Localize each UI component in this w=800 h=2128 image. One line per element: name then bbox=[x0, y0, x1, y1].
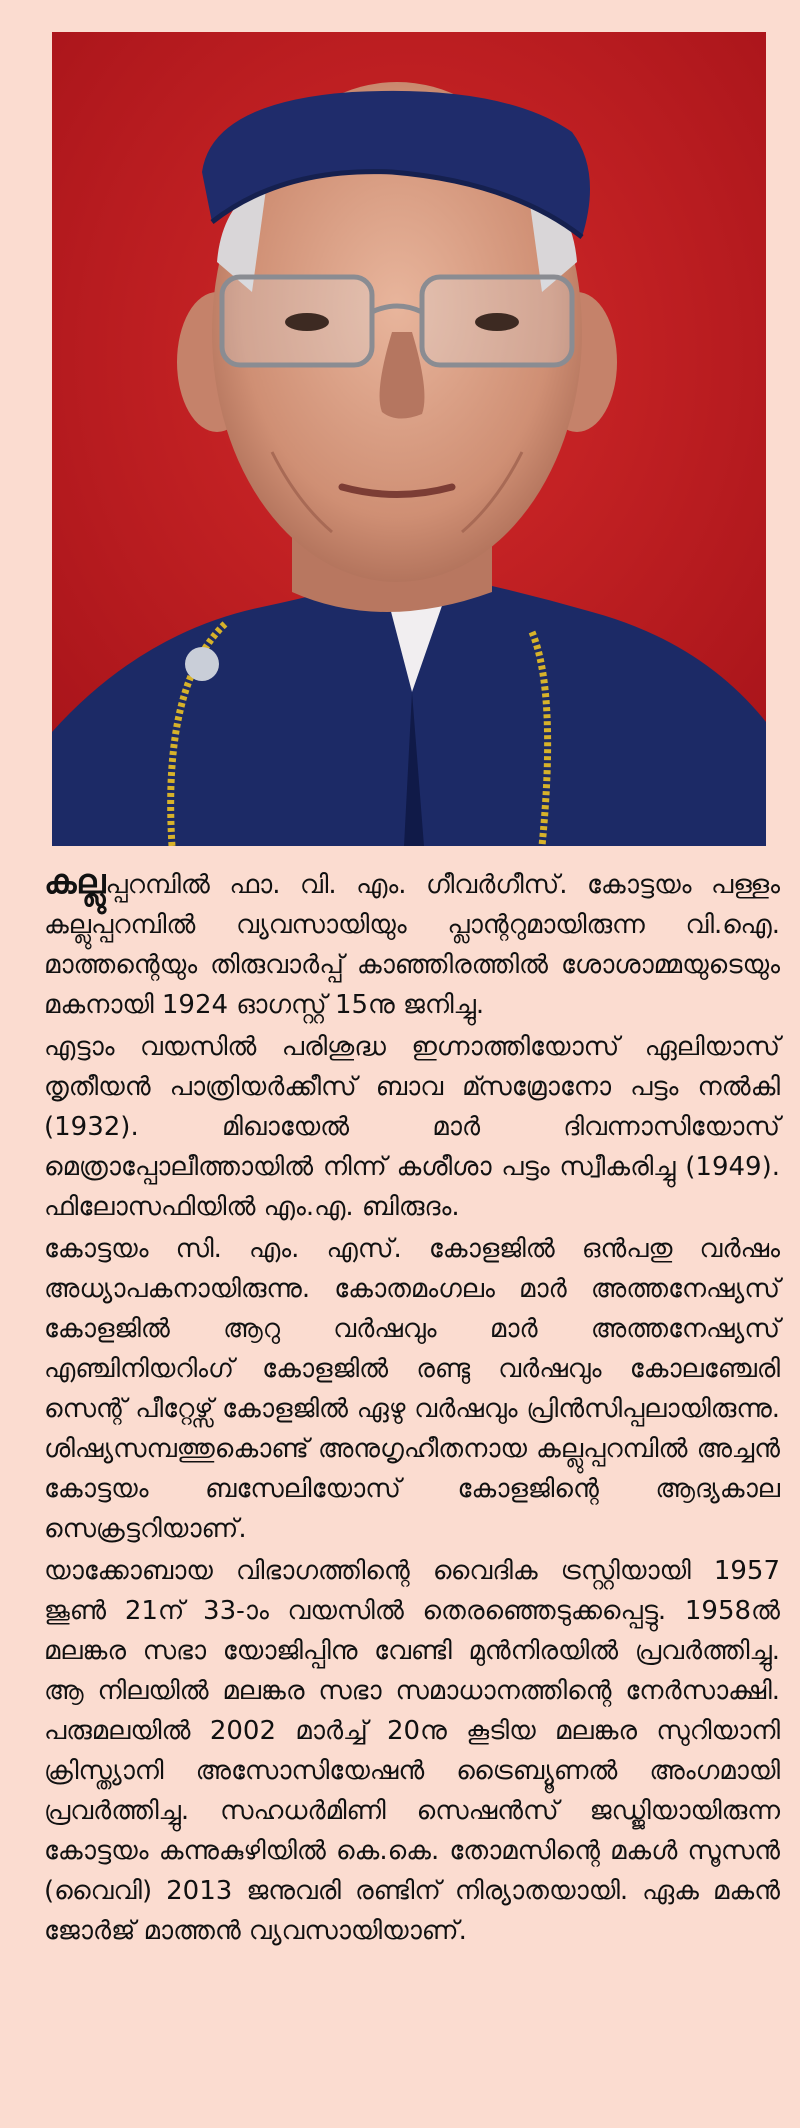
portrait-photo bbox=[52, 32, 766, 846]
paragraph-1-text: പ്പറമ്പിൽ ഫാ. വി. എം. ഗീവർഗീസ്. കോട്ടയം പള്ളം കല്ലുപ്പറമ്പിൽ വ്യവസായിയും പ്ലാന്ററുമായിരുന്ന വി.ഐ. മാത്തന്റെയും തിരുവാർപ്പ് കാഞ്ഞിരത്തിൽ ശോശാമ്മയുടെയും മകനായി 1924 ഓഗസ്റ്റ് 15നു ജനിച്ചു. bbox=[44, 870, 780, 1020]
paragraph-2: എട്ടാം വയസിൽ പരിശുദ്ധ ഇഗ്നാത്തിയോസ് ഏലിയാസ് തൃതീയൻ പാത്രിയർക്കീസ് ബാവ മ്സമ്രോനോ പട്ടം നൽകി (1932). മിഖായേൽ മാർ ദിവന്നാസിയോസ് മെത്രാപ്പോലീത്തായിൽ നിന്ന് കശീശാ പട്ടം സ്വീകരിച്ചു (1949). ഫിലോസഫിയിൽ എം.എ. ബിരുദം. bbox=[44, 1032, 780, 1222]
paragraph-1 bbox=[44, 862, 780, 1025]
paragraph-3: കോട്ടയം സി. എം. എസ്. കോളജിൽ ഒൻപതു വർഷം അധ്യാപകനായിരുന്നു. കോതമംഗലം മാർ അത്തനേഷ്യസ് കോളജിൽ ആറു വർഷവും മാർ അത്തനേഷ്യസ് എഞ്ചിനിയറിംഗ് കോളജിൽ രണ്ടു വർഷവും കോലഞ്ചേരി സെന്റ് പീറ്റേഴ്സ് കോളജിൽ ഏഴു വർഷവും പ്രിൻസിപ്പലായിരുന്നു. ശിഷ്യസമ്പത്തുകൊണ്ട് അനുഗൃഹീതനായ കല്ലുപ്പറമ്പിൽ അച്ചൻ കോട്ടയം ബസേലിയോസ് കോളജിന്റെ ആദ്യകാല സെക്രട്ടറിയാണ്. bbox=[44, 1234, 780, 1544]
lead-word: കല്ലു bbox=[44, 862, 106, 902]
obituary-article bbox=[44, 862, 780, 1953]
paragraph-4: യാക്കോബായ വിഭാഗത്തിന്റെ വൈദിക ട്രസ്റ്റിയായി 1957 ജൂൺ 21ന് 33-ാം വയസിൽ തെരഞ്ഞെടുക്കപ്പെട്ടു. 1958ൽ മലങ്കര സഭാ യോജിപ്പിനു വേണ്ടി മുൻനിരയിൽ പ്രവർത്തിച്ചു. ആ നിലയിൽ മലങ്കര സഭാ സമാധാനത്തിന്റെ നേർസാക്ഷി. പരുമലയിൽ 2002 മാർച്ച് 20നു കൂടിയ മലങ്കര സുറിയാനി ക്രിസ്ത്യാനി അസോസിയേഷൻ ട്രൈബ്യൂണൽ അംഗമായി പ്രവർത്തിച്ചു. സഹധർമിണി സെഷൻസ് ജഡ്ജിയായിരുന്ന കോട്ടയം കന്നുകുഴിയിൽ കെ.കെ. തോമസിന്റെ മകൾ സൂസൻ (വൈവി) 2013 ജനുവരി രണ്ടിന് നിര്യാതയായി. ഏക മകൻ ജോർജ് മാത്തൻ വ്യവസായിയാണ്. bbox=[44, 1556, 780, 1946]
portrait-illustration bbox=[52, 32, 766, 846]
